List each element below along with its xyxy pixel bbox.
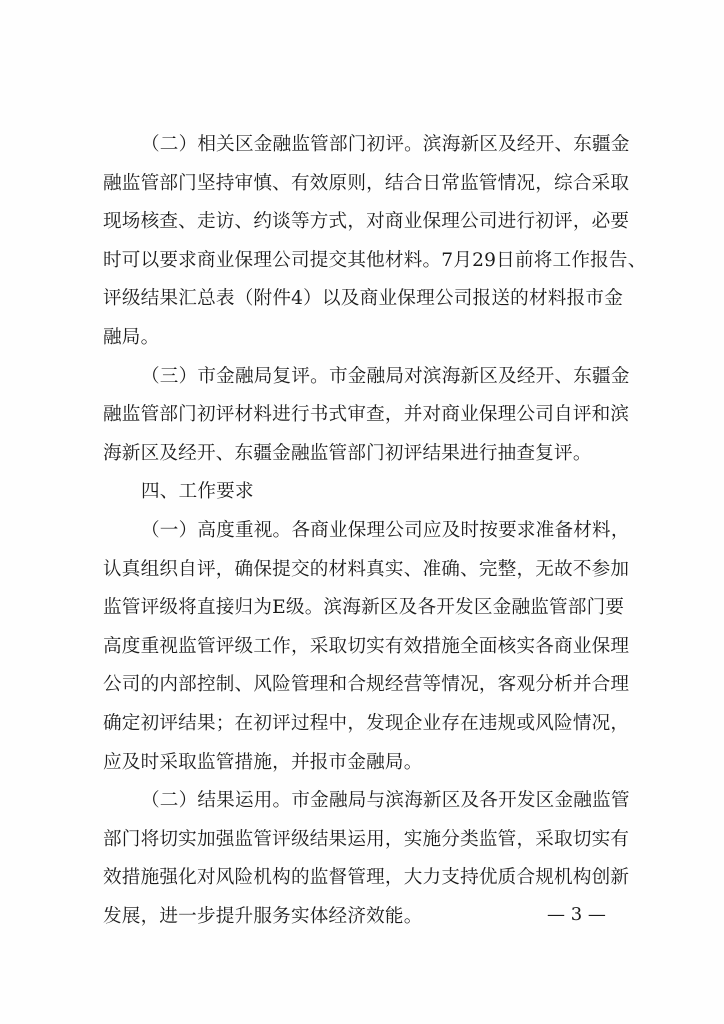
text-line: 时可以要求商业保理公司提交其他材料。7月29日前将工作报告、 xyxy=(103,249,647,271)
text-line: 现场核查、走访、约谈等方式，对商业保理公司进行初评，必要 xyxy=(103,211,630,233)
text-line: （二）结果运用。市金融局与滨海新区及各开发区金融监管 xyxy=(141,790,630,812)
text-line: 融局。 xyxy=(103,326,160,348)
paragraph xyxy=(103,512,630,782)
paragraph xyxy=(103,358,630,474)
text-line: （二）相关区金融监管部门初评。滨海新区及经开、东疆金 xyxy=(141,134,630,155)
text-line: 确定初评结果；在初评过程中，发现企业存在违规或风险情况， xyxy=(103,712,630,734)
section-heading xyxy=(103,473,623,512)
text-line: 认真组织自评，确保提交的材料真实、准确、完整，无故不参加 xyxy=(103,558,630,580)
text-line: 海新区及经开、东疆金融监管部门初评结果进行抽查复评。 xyxy=(103,442,592,464)
text-line: 效措施强化对风险机构的监督管理，大力支持优质合规机构创新 xyxy=(103,867,630,889)
paragraph xyxy=(103,126,647,358)
text-line: 部门将切实加强监管评级结果运用，实施分类监管，采取切实有 xyxy=(103,828,630,850)
text-line: 四、工作要求 xyxy=(141,481,254,503)
text-line: 监管评级将直接归为E级。滨海新区及各开发区金融监管部门要 xyxy=(103,597,625,619)
text-line: 高度重视监管评级工作，采取切实有效措施全面核实各商业保理 xyxy=(103,635,630,657)
text-line: 评级结果汇总表（附件4）以及商业保理公司报送的材料报市金 xyxy=(103,288,623,310)
page-number: — 3 — xyxy=(547,904,606,925)
paragraph xyxy=(103,782,630,936)
text-line: （一）高度重视。各商业保理公司应及时按要求准备材料， xyxy=(141,519,630,541)
text-line: 应及时采取监管措施，并报市金融局。 xyxy=(103,751,423,773)
text-line: （三）市金融局复评。市金融局对滨海新区及经开、东疆金 xyxy=(141,365,630,387)
text-line: 公司的内部控制、风险管理和合规经营等情况，客观分析并合理 xyxy=(103,674,630,696)
text-line: 发展，进一步提升服务实体经济效能。 xyxy=(103,905,423,927)
text-line: 融监管部门坚持审慎、有效原则，结合日常监管情况，综合采取 xyxy=(103,172,630,194)
document-body xyxy=(103,126,647,936)
text-line: 融监管部门初评材料进行书式审查，并对商业保理公司自评和滨 xyxy=(103,404,630,426)
